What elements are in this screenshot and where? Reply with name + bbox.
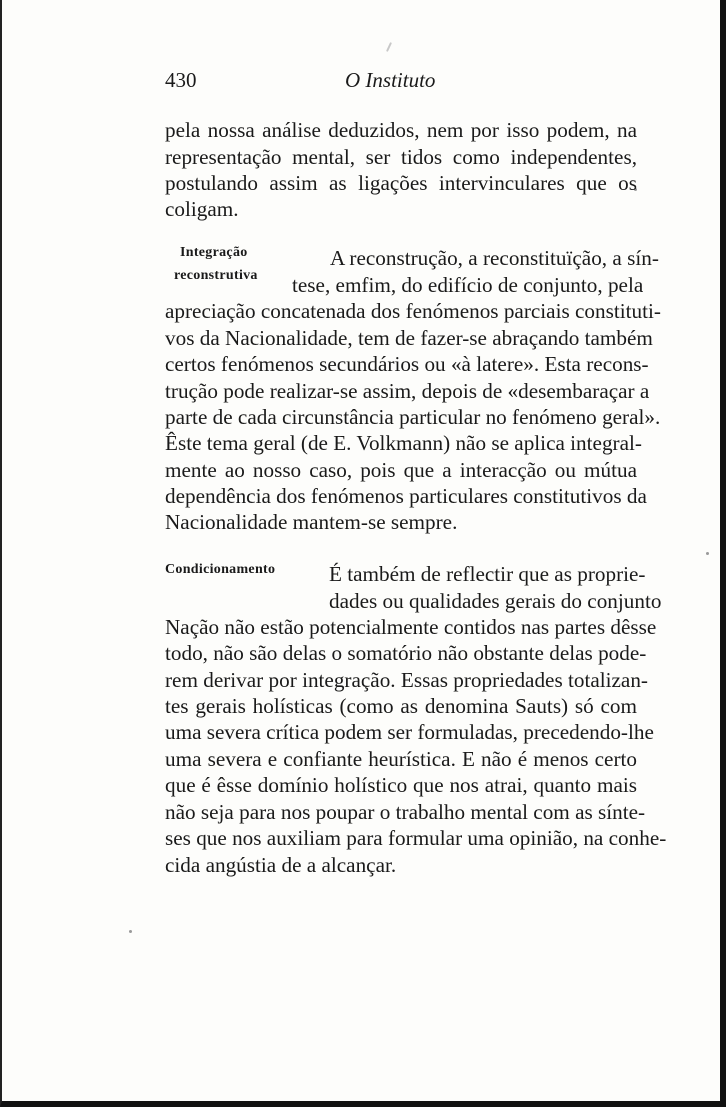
text-line: tes gerais holísticas (como as denomina Sauts) só com [165,694,637,718]
scan-speck [129,930,132,933]
text-line: cida angústia de a alcançar. [165,853,397,877]
margin-note-condicionamento: Condicionamento [165,562,276,577]
text-line: dades ou qualidades gerais do conjunto [329,589,662,613]
text-line: apreciação concatenada dos fenómenos parciais constituti- [165,299,661,323]
margin-note-integracao: Integração [180,245,248,260]
text-line: pela nossa análise deduzidos, nem por isso podem, na [165,118,637,142]
text-line: não seja para nos poupar o trabalho mental com as sínte- [165,800,646,824]
text-line: Êste tema geral (de E. Volkmann) não se aplica integral- [165,431,642,455]
text-line: mente ao nosso caso, pois que a interacção ou mútua [165,458,637,482]
scan-speck [706,552,709,555]
text-line: tese, emfim, do edifício de conjunto, pela [292,273,644,297]
page-header [165,68,637,98]
margin-note-reconstrutiva: reconstrutiva [174,268,258,283]
text-line: A reconstrução, a reconstituïção, a sín- [330,246,659,270]
text-line: rem derivar por integração. Essas propriedades totalizan- [165,668,648,692]
text-line: dependência dos fenómenos particulares constitutivos da [165,484,647,508]
text-line: vos da Nacionalidade, tem de fazer-se abraçando também [165,326,653,350]
text-line: todo, não são delas o somatório não obstante delas pode- [165,641,647,665]
text-line: É também de reflectir que as proprie- [329,562,646,586]
text-line: que é êsse domínio holístico que nos atrai, quanto mais [165,773,637,797]
text-line: uma severa crítica podem ser formuladas, precedendo-lhe [165,720,654,744]
text-line: Nacionalidade mantem-se sempre. [165,510,458,534]
text-line: trução pode realizar-se assim, depois de «desembaraçar a [165,379,650,403]
text-line: coligam. [165,197,239,221]
text-line: postulando assim as ligações intervinculares que os [165,171,637,195]
running-title: O Instituto [345,68,436,92]
text-line: certos fenómenos secundários ou «à latere». Esta recons- [165,352,649,376]
text-line: representação mental, ser tidos como independentes, [165,145,637,169]
text-line: ses que nos auxiliam para formular uma opinião, na conhe- [165,826,667,850]
text-line: uma severa e confiante heurística. E não é menos certo [165,747,637,771]
text-line: Nação não estão potencialmente contidos nas partes dêsse [165,615,657,639]
page-number: 430 [165,68,197,92]
text-line: parte de cada circunstância particular no fenómeno geral». [165,405,661,429]
scan-speck [386,42,392,52]
